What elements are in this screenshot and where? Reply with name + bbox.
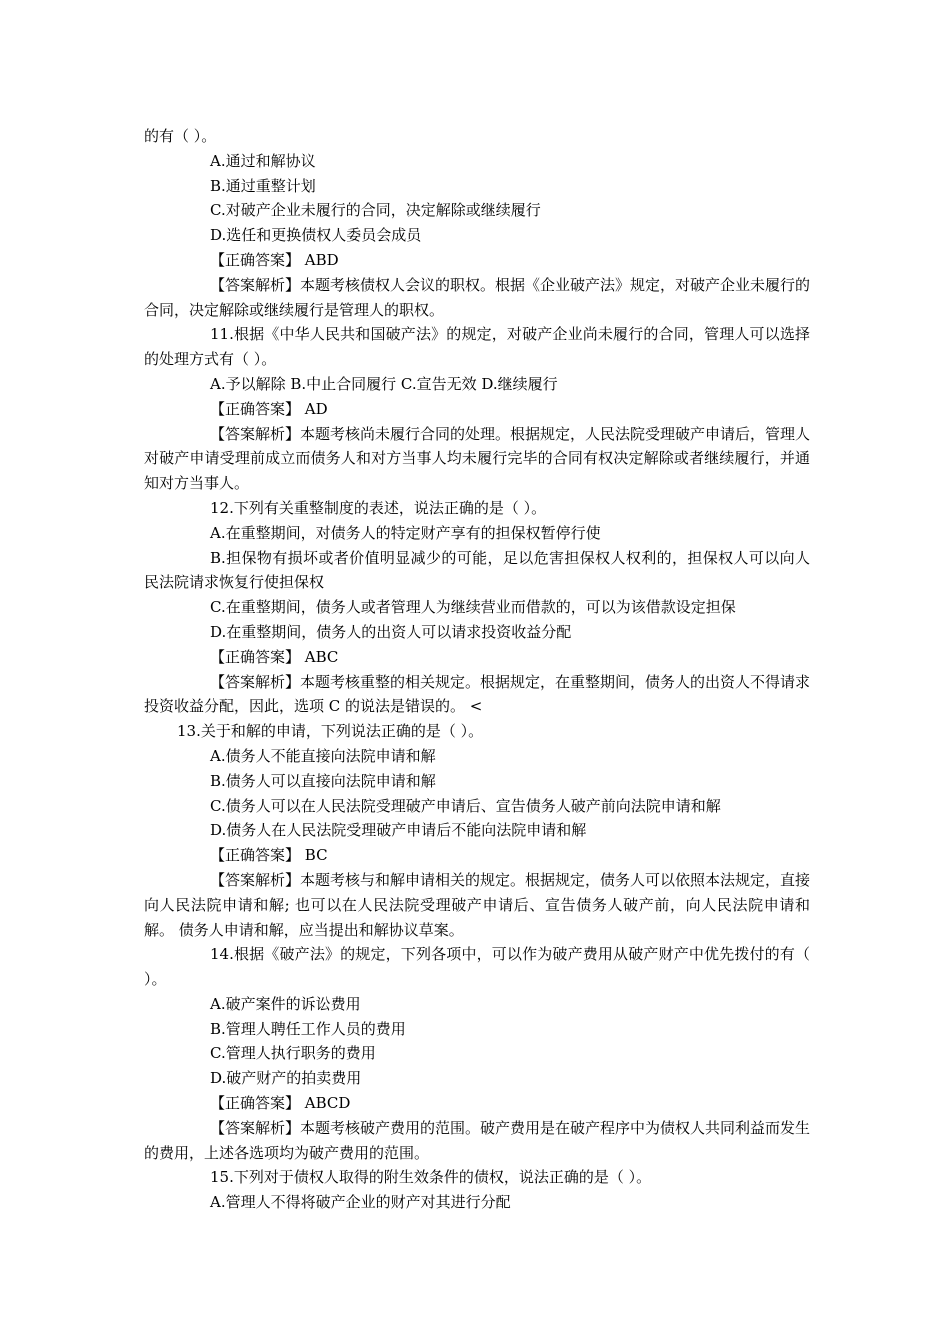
q11-options: A.予以解除 B.中止合同履行 C.宣告无效 D.继续履行 [210,374,558,393]
question-15-stem: 15.下列对于债权人取得的附生效条件的债权，说法正确的是（ ）。 [210,1168,652,1187]
q10-explanation: 【答案解析】本题考核债权人会议的职权。根据《企业破产法》规定，对破产企业未履行的合同，决定解除或继续履行是管理人的职权。 [144,275,811,319]
q13-option-b: B.债务人可以直接向法院申请和解 [210,771,436,790]
q12-answer: 【正确答案】 ABC [210,647,339,666]
q14-answer: 【正确答案】 ABCD [210,1094,351,1113]
document-page [144,124,810,1215]
q14-option-c: C.管理人执行职务的费用 [210,1044,376,1063]
q11-answer: 【正确答案】 AD [210,399,328,418]
q12-option-d: D.在重整期间，债务人的出资人可以请求投资收益分配 [210,622,572,641]
q10-option-a: A.通过和解协议 [210,151,316,170]
q12-explanation: 【答案解析】本题考核重整的相关规定。根据规定，在重整期间，债务人的出资人不得请求投资收益分配，因此，选项 C 的说法是错误的。 < [144,672,811,716]
q13-option-c: C.债务人可以在人民法院受理破产申请后、宣告债务人破产前向法院申请和解 [210,796,721,815]
question-11-stem: 11.根据《中华人民共和国破产法》的规定，对破产企业尚未履行的合同，管理人可以选择的处理方式有（ ）。 [144,325,810,369]
question-14-stem: 14.根据《破产法》的规定，下列各项中，可以作为破产费用从破产财产中优先拨付的有（ ）。 [144,945,810,989]
q13-explanation: 【答案解析】本题考核与和解申请相关的规定。根据规定，债务人可以依照本法规定，直接向人民法院申请和解; 也可以在人民法院受理破产申请后、宣告债务人破产前，向人民法院申请和解。 债务人申请和解，应当提出和解协议草案。 [144,870,811,939]
q10-option-b: B.通过重整计划 [210,176,316,195]
question-12-stem: 12.下列有关重整制度的表述，说法正确的是（ ）。 [210,498,547,517]
question-10-stem-end: 的有（ ）。 [144,127,217,145]
q14-option-a: A.破产案件的诉讼费用 [210,994,361,1013]
q14-explanation: 【答案解析】本题考核破产费用的范围。破产费用是在破产程序中为债权人共同利益而发生的费用，上述各选项均为破产费用的范围。 [144,1118,811,1162]
q14-option-d: D.破产财产的拍卖费用 [210,1069,362,1088]
q11-explanation: 【答案解析】本题考核尚未履行合同的处理。根据规定，人民法院受理破产申请后，管理人对破产申请受理前成立而债务人和对方当事人均未履行完毕的合同有权决定解除或者继续履行，并通知对方当事人。 [144,424,811,493]
q13-option-a: A.债务人不能直接向法院申请和解 [210,746,436,765]
q14-option-b: B.管理人聘任工作人员的费用 [210,1019,406,1038]
q15-option-a: A.管理人不得将破产企业的财产对其进行分配 [210,1193,511,1212]
q12-option-a: A.在重整期间，对债务人的特定财产享有的担保权暂停行使 [210,523,601,542]
q10-option-d: D.选任和更换债权人委员会成员 [210,226,422,245]
q12-option-b: B.担保物有损坏或者价值明显减少的可能，足以危害担保权人权利的，担保权人可以向人民法院请求恢复行使担保权 [144,548,810,592]
q13-answer: 【正确答案】 BC [210,846,328,865]
q10-option-c: C.对破产企业未履行的合同，决定解除或继续履行 [210,201,541,220]
question-13-stem: 13.关于和解的申请，下列说法正确的是（ ）。 [177,722,484,741]
q13-option-d: D.债务人在人民法院受理破产申请后不能向法院申请和解 [210,821,587,840]
q12-option-c: C.在重整期间，债务人或者管理人为继续营业而借款的，可以为该借款设定担保 [210,598,736,617]
q10-answer: 【正确答案】 ABD [210,250,339,269]
